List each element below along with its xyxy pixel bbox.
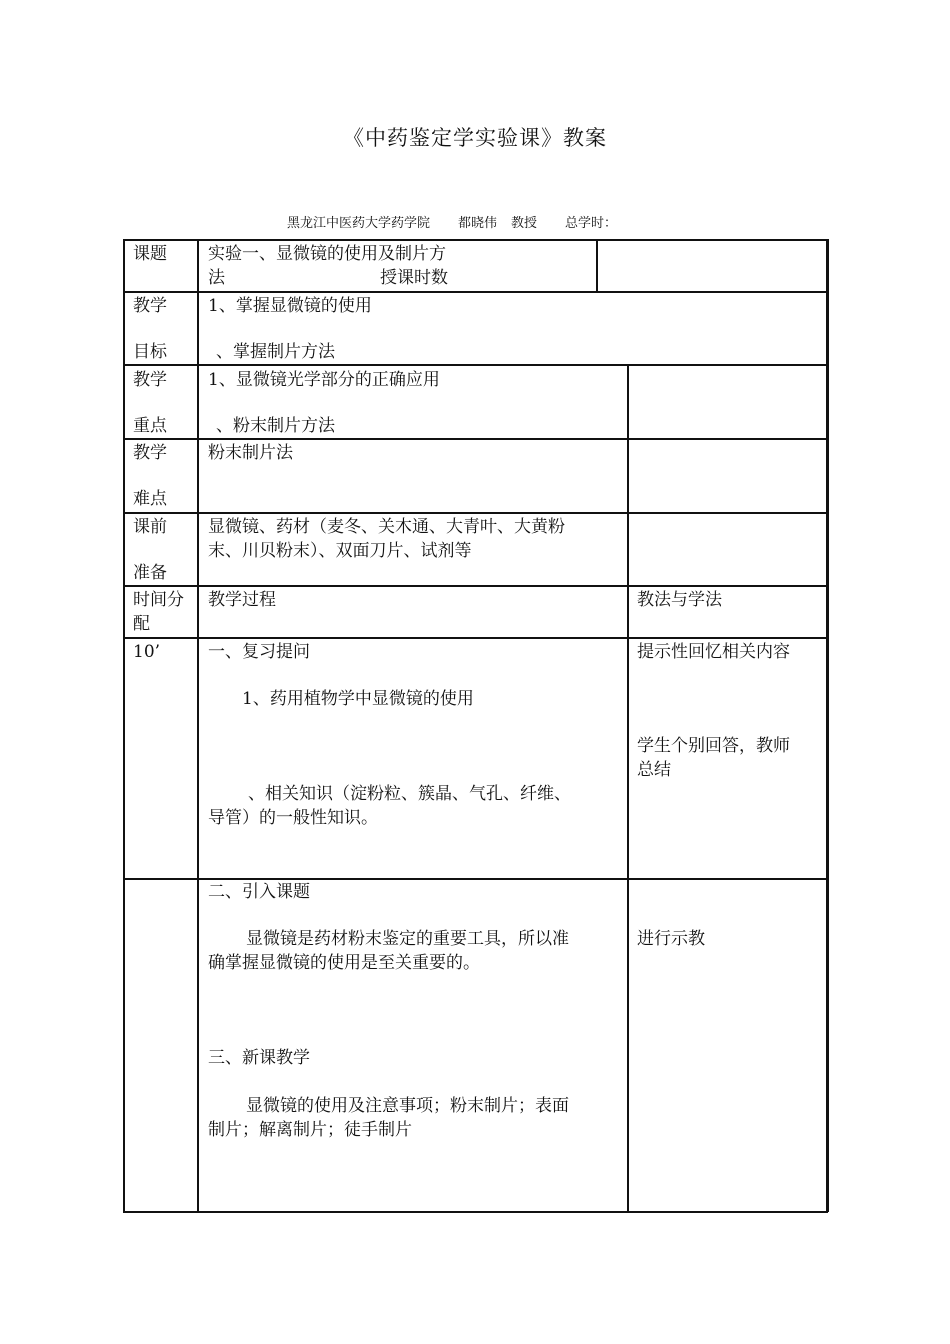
difficulty-item-1: 粉末制片法	[208, 443, 293, 463]
row-divider	[123, 512, 828, 514]
section1-method-1: 提示性回忆相关内容	[637, 642, 790, 662]
table-border-top	[123, 239, 828, 241]
topic-content-line1: 实验一、显微镜的使用及制片方	[208, 244, 446, 264]
teaching-process-header: 教学过程	[208, 590, 276, 610]
preparation-label-bottom: 准备	[133, 563, 167, 583]
time-allocation-label-line2: 配	[133, 614, 150, 634]
total-hours-label: 总学时：	[565, 216, 618, 231]
topic-label: 课题	[133, 244, 167, 264]
section1-time: 10’	[133, 642, 161, 662]
key-points-label-top: 教学	[133, 370, 167, 390]
section1-point-2-line1: 、相关知识（淀粉粒、簇晶、气孔、纤维、	[248, 784, 571, 804]
section3-heading: 三、新课教学	[208, 1048, 310, 1068]
section2-text-line2: 确掌握显微镜的使用是至关重要的。	[208, 953, 480, 973]
section1-method-2-line1: 学生个别回答，教师	[637, 736, 790, 756]
preparation-label-top: 课前	[133, 517, 167, 537]
section1-heading: 一、复习提问	[208, 642, 310, 662]
key-point-item-2: 、粉末制片方法	[216, 416, 335, 436]
objective-item-2: 、掌握制片方法	[216, 342, 335, 362]
section1-point-2-line2: 导管）的一般性知识。	[208, 808, 378, 828]
section2-heading: 二、引入课题	[208, 882, 310, 902]
teaching-method-header: 教法与学法	[637, 590, 722, 610]
table-border-right	[826, 239, 829, 1212]
row-divider	[123, 637, 828, 639]
section3-text-line2: 制片；解离制片；徒手制片	[208, 1120, 412, 1140]
key-point-item-1: 1、显微镜光学部分的正确应用	[208, 370, 440, 390]
preparation-line-2: 末、川贝粉末）、双面刀片、试剂等	[208, 541, 472, 561]
section1-method-2-line2: 总结	[637, 760, 671, 780]
section3-text-line1: 显微镜的使用及注意事项；粉末制片；表面	[246, 1096, 569, 1116]
time-allocation-label-line1: 时间分	[133, 590, 184, 610]
teacher-rank: 教授	[511, 216, 538, 231]
topic-content-line2: 法	[208, 268, 225, 288]
objectives-label-top: 教学	[133, 296, 167, 316]
key-points-label-bottom: 重点	[133, 416, 167, 436]
section2-method: 进行示教	[637, 929, 705, 949]
preparation-line-1: 显微镜、药材（麦冬、关木通、大青叶、大黄粉	[208, 517, 565, 537]
table-border-left	[123, 239, 125, 1212]
row-divider	[123, 585, 828, 587]
teacher-name: 都晓伟	[458, 216, 498, 231]
section2-text-line1: 显微镜是药材粉末鉴定的重要工具，所以准	[246, 929, 569, 949]
objectives-label-bottom: 目标	[133, 342, 167, 362]
objective-item-1: 1、掌握显微镜的使用	[208, 296, 372, 316]
difficulties-label-top: 教学	[133, 443, 167, 463]
section1-point-1: 1、药用植物学中显微镜的使用	[242, 689, 474, 709]
table-border-bottom	[123, 1211, 828, 1213]
school-name: 黑龙江中医药大学药学院	[287, 216, 431, 231]
label-column-divider	[197, 239, 199, 1212]
lecture-hours-label: 授课时数	[380, 268, 448, 288]
difficulties-label-bottom: 难点	[133, 489, 167, 509]
row-divider	[123, 291, 828, 293]
document-title: 《中药鉴定学实验课》教案	[343, 126, 607, 150]
